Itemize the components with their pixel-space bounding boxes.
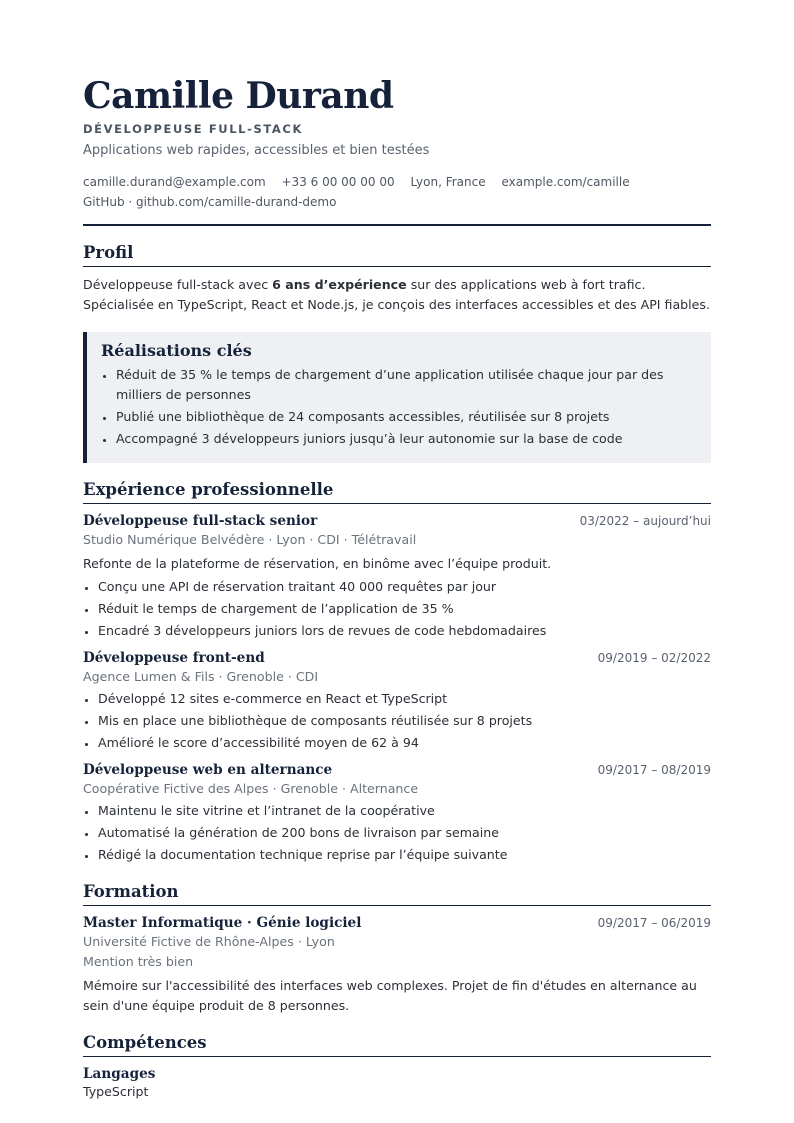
section-title-experience: Expérience professionnelle <box>83 480 711 504</box>
skill-group-items: TypeScript <box>83 1084 149 1099</box>
resume-header <box>83 76 711 226</box>
job-dates: 09/2019 – 02/2022 <box>597 651 711 665</box>
education-description: Mémoire sur l'accessibilité des interfaces web complexes. Projet de fin d'études en alternance au sein d'une équipe produit de 8 personnes. <box>83 978 697 1013</box>
job-company: Coopérative Fictive des Alpes · Grenoble · Alternance <box>83 781 419 796</box>
contact-email[interactable]: camille.durand@example.com <box>83 175 266 189</box>
highlights-title: Réalisations clés <box>101 341 252 360</box>
education-section <box>83 882 711 1016</box>
header-divider <box>83 224 711 226</box>
job-entry <box>83 762 711 865</box>
highlights-list <box>101 365 697 449</box>
profile-text-start: Développeuse full-stack avec <box>83 277 273 292</box>
section-title-skills: Compétences <box>83 1033 711 1057</box>
job-bullet: • Encadré 3 développeurs juniors lors de revues de code hebdomadaires <box>98 621 711 641</box>
job-bullets <box>83 801 711 865</box>
highlight-item: • Réduit de 35 % le temps de chargement d’une application utilisée chaque jour par des milliers de personnes <box>116 365 697 405</box>
profile-text-emphasis: 6 ans d’expérience <box>272 277 407 292</box>
job-bullet: • Réduit le temps de chargement de l’application de 35 % <box>98 599 711 619</box>
job-bullet: • Développé 12 sites e-commerce en React et TypeScript <box>98 689 711 709</box>
contact-github[interactable]: GitHub · github.com/camille-durand-demo <box>83 195 337 209</box>
job-title: Développeuse full-stack senior <box>83 513 318 529</box>
highlight-item: • Publié une bibliothèque de 24 composants accessibles, réutilisée sur 8 projets <box>116 407 697 427</box>
profile-text-end: sur des applications web à fort trafic. Spécialisée en TypeScript, React et Node.js, je conçois des interfaces accessibles et des API fiables. <box>83 277 710 312</box>
skills-section <box>83 1033 711 1099</box>
contact-phone[interactable]: +33 6 00 00 00 00 <box>281 175 395 189</box>
section-title-profile: Profil <box>83 243 711 267</box>
candidate-role: DÉVELOPPEUSE FULL-STACK <box>83 122 303 136</box>
contact-website[interactable]: example.com/camille <box>501 175 630 189</box>
education-entry <box>83 915 711 1016</box>
degree-title: Master Informatique · Génie logiciel <box>83 915 362 931</box>
job-bullets <box>83 577 711 641</box>
experience-section <box>83 480 711 865</box>
highlights-box <box>83 332 711 463</box>
job-bullet: • Amélioré le score d’accessibilité moyen de 62 à 94 <box>98 733 711 753</box>
job-dates: 03/2022 – aujourd’hui <box>579 514 711 528</box>
job-bullet: • Rédigé la documentation technique reprise par l’équipe suivante <box>98 845 711 865</box>
job-company: Agence Lumen & Fils · Grenoble · CDI <box>83 669 319 684</box>
job-company: Studio Numérique Belvédère · Lyon · CDI · Télétravail <box>83 532 417 547</box>
job-title: Développeuse front-end <box>83 650 265 666</box>
candidate-name: Camille Durand <box>83 75 394 117</box>
job-title: Développeuse web en alternance <box>83 762 333 778</box>
skill-group-title: Langages <box>83 1066 156 1082</box>
highlight-item: • Accompagné 3 développeurs juniors jusqu’à leur autonomie sur la base de code <box>116 429 697 449</box>
job-bullets <box>83 689 711 753</box>
job-entry <box>83 650 711 753</box>
candidate-tagline: Applications web rapides, accessibles et bien testées <box>83 143 430 158</box>
school-name: Université Fictive de Rhône-Alpes · Lyon <box>83 934 335 949</box>
degree-honors: Mention très bien <box>83 954 194 969</box>
profile-section <box>83 243 711 315</box>
contact-location: Lyon, France <box>410 175 486 189</box>
job-description: Refonte de la plateforme de réservation, en binôme avec l’équipe produit. <box>83 556 552 571</box>
job-bullet: • Mis en place une bibliothèque de composants réutilisée sur 8 projets <box>98 711 711 731</box>
job-bullet: • Maintenu le site vitrine et l’intranet de la coopérative <box>98 801 711 821</box>
education-dates: 09/2017 – 06/2019 <box>597 916 711 930</box>
job-bullet: • Conçu une API de réservation traitant 40 000 requêtes par jour <box>98 577 711 597</box>
job-dates: 09/2017 – 08/2019 <box>597 763 711 777</box>
job-entry <box>83 513 711 641</box>
job-bullet: • Automatisé la génération de 200 bons de livraison par semaine <box>98 823 711 843</box>
profile-text <box>83 275 711 315</box>
section-title-education: Formation <box>83 882 711 906</box>
contact-info <box>83 172 711 212</box>
